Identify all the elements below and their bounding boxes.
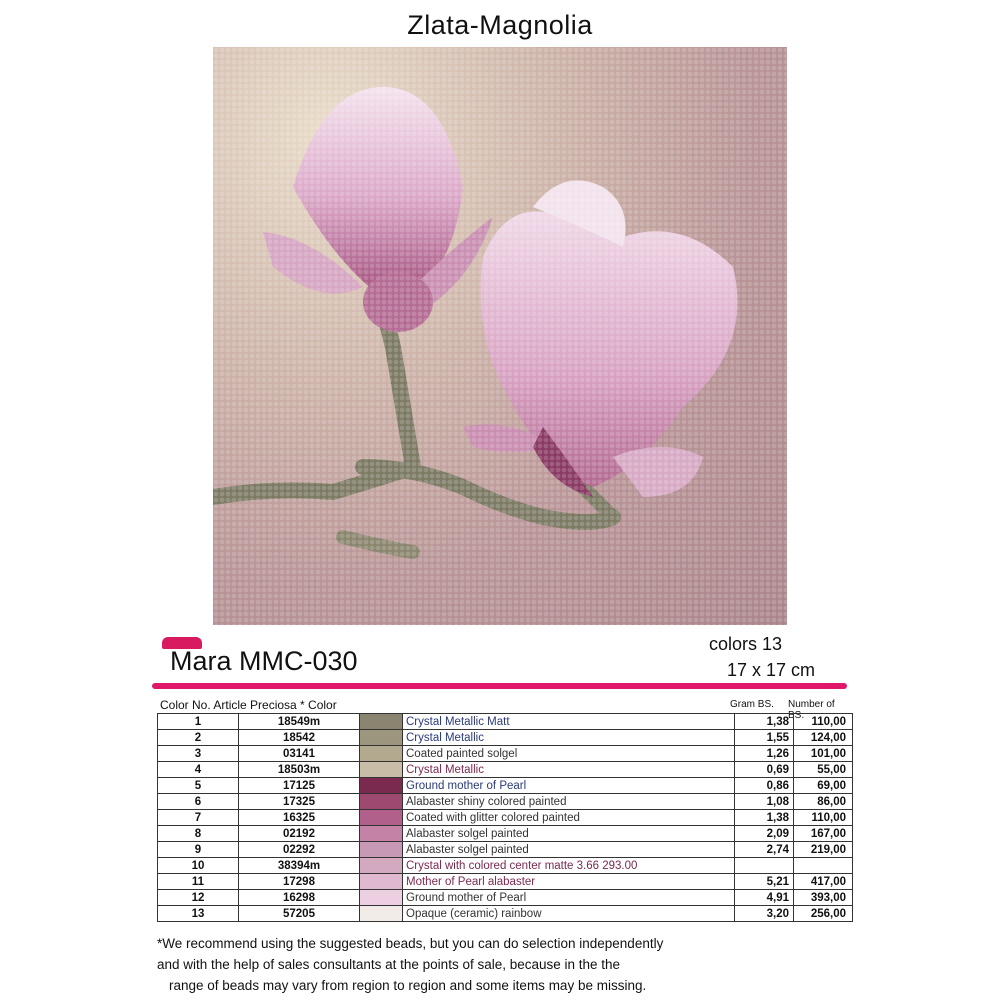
color-number: 5 <box>158 778 239 794</box>
product-name: Mara MMC-030 <box>170 646 358 676</box>
color-number: 13 <box>158 906 239 922</box>
color-swatch <box>360 730 403 746</box>
colors-count: colors 13 <box>709 634 783 654</box>
header-number: Number of BS. <box>788 699 835 721</box>
color-swatch <box>360 762 403 778</box>
color-description: Crystal Metallic Matt <box>403 714 735 730</box>
table-row <box>158 858 853 874</box>
table-row <box>158 714 853 730</box>
color-number: 9 <box>158 842 239 858</box>
color-number: 3 <box>158 746 239 762</box>
color-number: 8 <box>158 826 239 842</box>
table-row <box>158 842 853 858</box>
gram-value: 1,26 <box>735 746 794 762</box>
color-description: Opaque (ceramic) rainbow <box>403 906 735 922</box>
header-left: Color No. Article Preciosa * Color <box>160 698 337 712</box>
bead-count: 417,00 <box>794 874 853 890</box>
color-description: Mother of Pearl alabaster <box>403 874 735 890</box>
color-swatch <box>360 714 403 730</box>
bead-color-table <box>157 713 853 922</box>
gram-value: 3,20 <box>735 906 794 922</box>
magnolia-bead-pattern-image <box>213 47 787 625</box>
gram-value: 2,09 <box>735 826 794 842</box>
color-number: 4 <box>158 762 239 778</box>
article-number: 38394m <box>239 858 360 874</box>
article-number: 02292 <box>239 842 360 858</box>
color-number: 1 <box>158 714 239 730</box>
color-number: 6 <box>158 794 239 810</box>
color-swatch <box>360 842 403 858</box>
color-number: 2 <box>158 730 239 746</box>
color-swatch <box>360 858 403 874</box>
bead-count: 167,00 <box>794 826 853 842</box>
gram-value: 4,91 <box>735 890 794 906</box>
gram-value: 1,08 <box>735 794 794 810</box>
article-number: 18503m <box>239 762 360 778</box>
article-number: 17125 <box>239 778 360 794</box>
gram-value: 0,69 <box>735 762 794 778</box>
color-description: Crystal Metallic <box>403 762 735 778</box>
gram-value: 2,74 <box>735 842 794 858</box>
color-description: Ground mother of Pearl <box>403 890 735 906</box>
color-description: Crystal with colored center matte 3.66 293.00 <box>403 858 735 874</box>
bead-count: 393,00 <box>794 890 853 906</box>
article-number: 17298 <box>239 874 360 890</box>
article-number: 18542 <box>239 730 360 746</box>
table-row <box>158 810 853 826</box>
table-row <box>158 794 853 810</box>
bead-count: 256,00 <box>794 906 853 922</box>
article-number: 16298 <box>239 890 360 906</box>
bead-count: 124,00 <box>794 730 853 746</box>
bead-count <box>794 858 853 874</box>
bead-count: 86,00 <box>794 794 853 810</box>
table-row <box>158 906 853 922</box>
color-number: 11 <box>158 874 239 890</box>
color-description: Alabaster solgel painted <box>403 826 735 842</box>
color-description: Alabaster solgel painted <box>403 842 735 858</box>
header-gram: Gram BS. <box>730 699 774 710</box>
table-header <box>157 697 847 721</box>
gram-value <box>735 858 794 874</box>
color-description: Crystal Metallic <box>403 730 735 746</box>
color-description: Coated painted solgel <box>403 746 735 762</box>
size-label: 17 x 17 cm <box>727 660 816 680</box>
color-description: Coated with glitter colored painted <box>403 810 735 826</box>
article-number: 17325 <box>239 794 360 810</box>
table-row <box>158 778 853 794</box>
bead-count: 101,00 <box>794 746 853 762</box>
article-number: 03141 <box>239 746 360 762</box>
article-number: 16325 <box>239 810 360 826</box>
gram-value: 5,21 <box>735 874 794 890</box>
article-number: 18549m <box>239 714 360 730</box>
color-swatch <box>360 810 403 826</box>
color-swatch <box>360 778 403 794</box>
bead-count: 69,00 <box>794 778 853 794</box>
table-row <box>158 746 853 762</box>
divider <box>152 683 847 689</box>
article-number: 02192 <box>239 826 360 842</box>
color-number: 7 <box>158 810 239 826</box>
bead-count: 110,00 <box>794 810 853 826</box>
table-row <box>158 730 853 746</box>
gram-value: 1,55 <box>735 730 794 746</box>
color-swatch <box>360 890 403 906</box>
table-row <box>158 874 853 890</box>
gram-value: 1,38 <box>735 810 794 826</box>
bead-count: 110,00 <box>794 714 853 730</box>
color-number: 12 <box>158 890 239 906</box>
table-row <box>158 890 853 906</box>
footnote-line: *We recommend using the suggested beads, but you can do selection independently <box>157 936 664 951</box>
table-row <box>158 762 853 778</box>
footnote-line: and with the help of sales consultants at the points of sale, because in the the <box>157 957 621 972</box>
color-swatch <box>360 746 403 762</box>
gram-value: 1,38 <box>735 714 794 730</box>
footnote <box>157 933 837 996</box>
bead-count: 55,00 <box>794 762 853 778</box>
table-row <box>158 826 853 842</box>
color-description: Alabaster shiny colored painted <box>403 794 735 810</box>
article-number: 57205 <box>239 906 360 922</box>
bead-count: 219,00 <box>794 842 853 858</box>
color-swatch <box>360 874 403 890</box>
gram-value: 0,86 <box>735 778 794 794</box>
color-swatch <box>360 826 403 842</box>
color-description: Ground mother of Pearl <box>403 778 735 794</box>
color-number: 10 <box>158 858 239 874</box>
color-swatch <box>360 906 403 922</box>
footnote-line: range of beads may vary from region to region and some items may be missing. <box>169 978 647 993</box>
color-swatch <box>360 794 403 810</box>
page-title: Zlata-Magnolia <box>407 10 593 40</box>
